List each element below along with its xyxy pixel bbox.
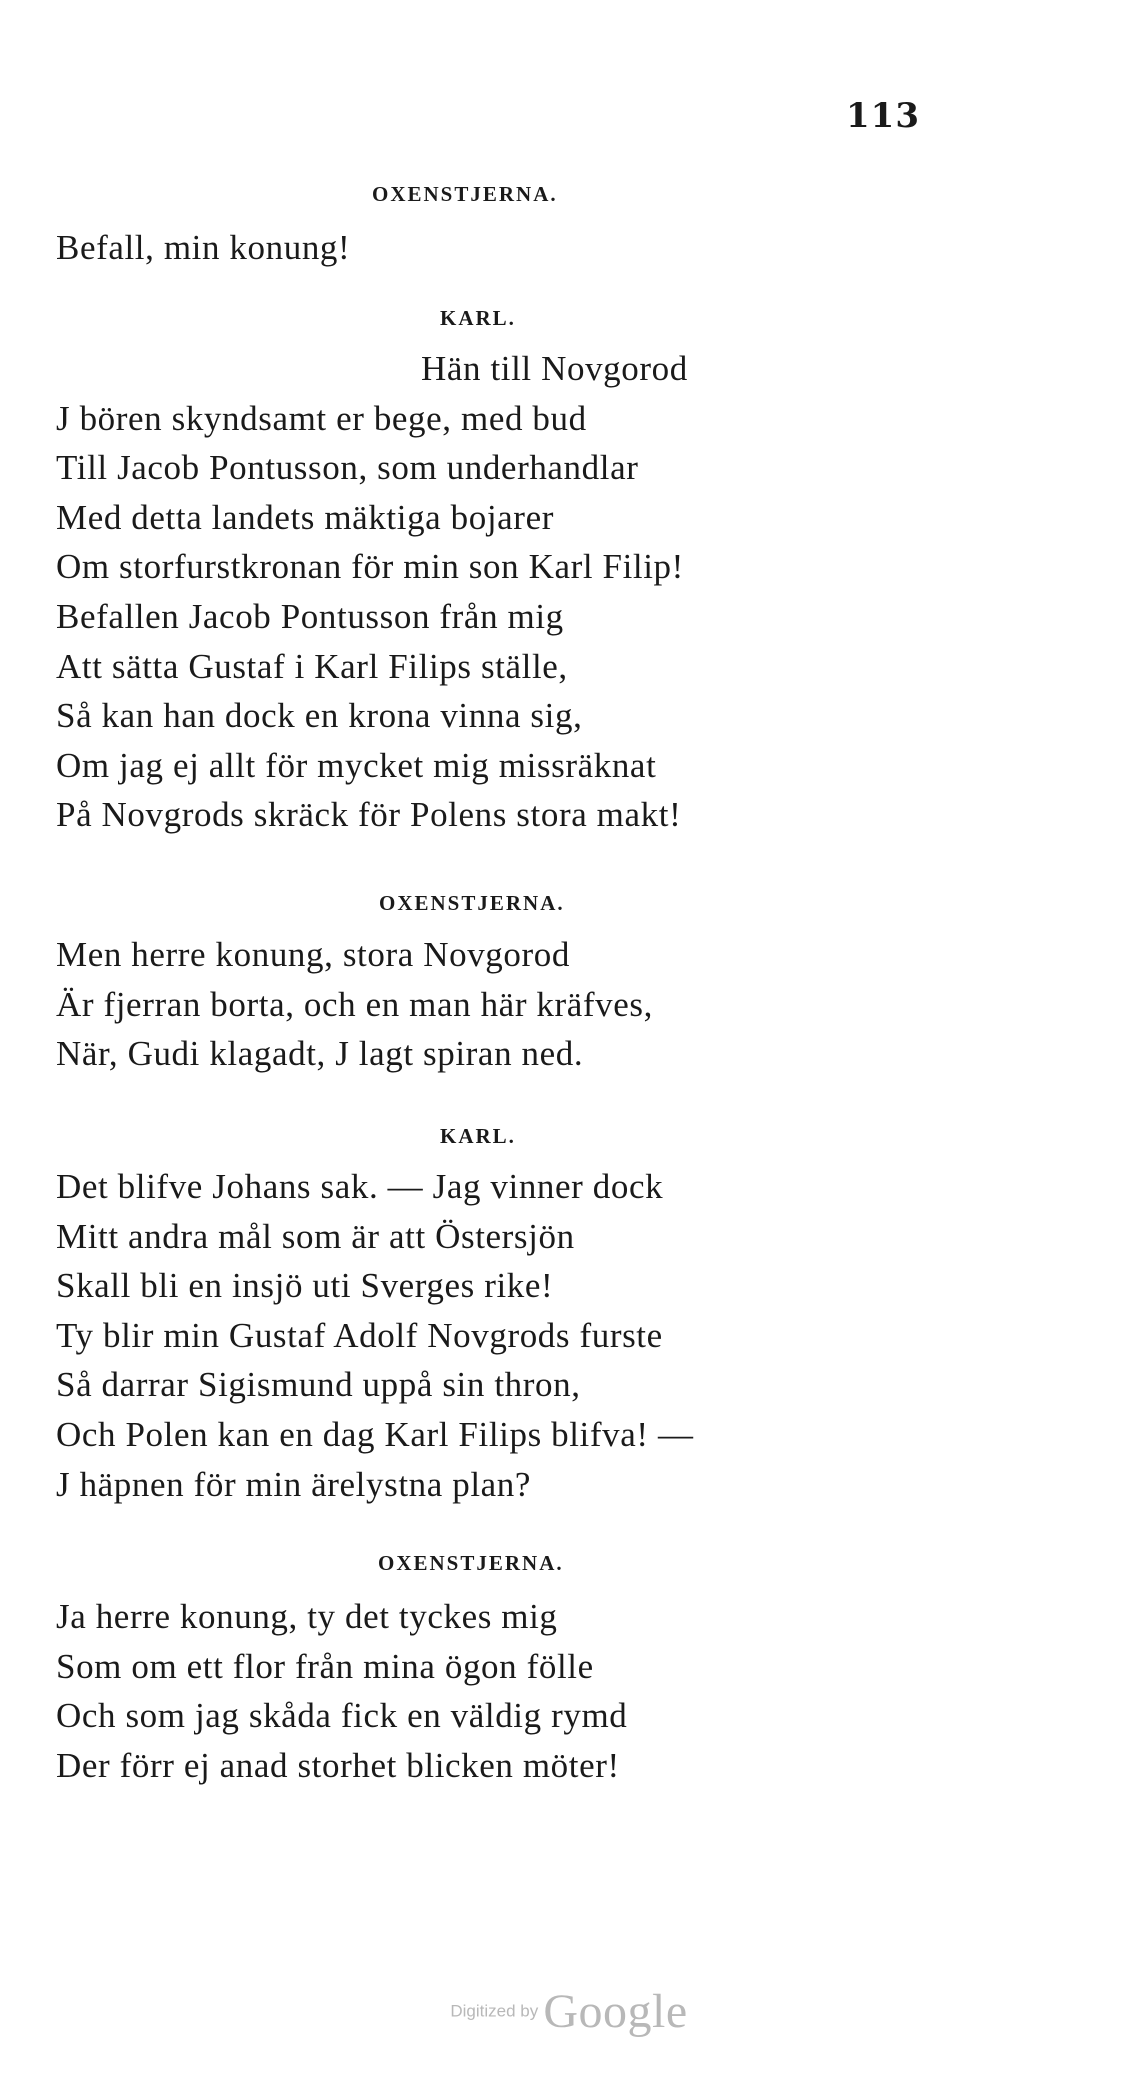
verse-line: Om storfurstkronan för min son Karl Filip! (56, 547, 684, 587)
verse-line: Till Jacob Pontusson, som underhandlar (56, 448, 639, 488)
speaker-heading: OXENSTJERNA. (379, 891, 565, 915)
verse-line: J häpnen för min ärelystna plan? (56, 1464, 532, 1504)
speaker-heading: OXENSTJERNA. (372, 182, 558, 206)
page-number: 113 (846, 96, 920, 136)
verse-line: Der förr ej anad storhet blicken möter! (56, 1745, 620, 1785)
verse-line: Skall bli en insjö uti Sverges rike! (56, 1266, 554, 1306)
speaker-heading: OXENSTJERNA. (378, 1551, 564, 1575)
verse-line: När, Gudi klagadt, J lagt spiran ned. (56, 1034, 584, 1074)
verse-line: Ja herre konung, ty det tyckes mig (56, 1597, 558, 1636)
verse-line: Som om ett flor från mina ögon fölle (56, 1646, 594, 1686)
verse-block (56, 1162, 694, 1509)
verse-line: Om jag ej allt för mycket mig missräknat (56, 745, 657, 785)
verse-line: Så kan han dock en krona vinna sig, (56, 696, 583, 736)
verse-line: Och Polen kan en dag Karl Filips blifva! — (56, 1414, 694, 1454)
google-logo: Google (543, 1985, 688, 2038)
verse-line: Befall, min konung! (56, 228, 351, 267)
verse-line: Men herre konung, stora Novgorod (56, 935, 570, 974)
verse-block (56, 223, 350, 273)
verse-line: Med detta landets mäktiga bojarer (56, 497, 554, 537)
verse-line: Ty blir min Gustaf Adolf Novgrods furste (56, 1315, 663, 1355)
verse-line: Det blifve Johans sak. — Jag vinner dock (56, 1167, 664, 1206)
verse-line: Mitt andra mål som är att Östersjön (56, 1216, 575, 1256)
verse-block (56, 344, 688, 840)
verse-line: Och som jag skåda fick en väldig rymd (56, 1696, 628, 1736)
verse-line: Befallen Jacob Pontusson från mig (56, 596, 564, 636)
verse-line: På Novgrods skräck för Polens stora makt! (56, 795, 682, 835)
verse-line: J bören skyndsamt er bege, med bud (56, 398, 587, 438)
speaker-heading: KARL. (440, 306, 516, 330)
verse-line: Så darrar Sigismund uppå sin thron, (56, 1365, 581, 1405)
verse-line: Att sätta Gustaf i Karl Filips ställe, (56, 646, 568, 686)
verse-line: Är fjerran borta, och en man här kräfves, (56, 984, 653, 1024)
watermark-prefix: Digitized by (450, 2001, 539, 2021)
speaker-heading: KARL. (440, 1124, 516, 1148)
verse-block (56, 1592, 627, 1790)
verse-line: Hän till Novgorod (421, 349, 688, 388)
digitized-watermark (0, 1984, 1138, 2039)
verse-block (56, 930, 653, 1079)
